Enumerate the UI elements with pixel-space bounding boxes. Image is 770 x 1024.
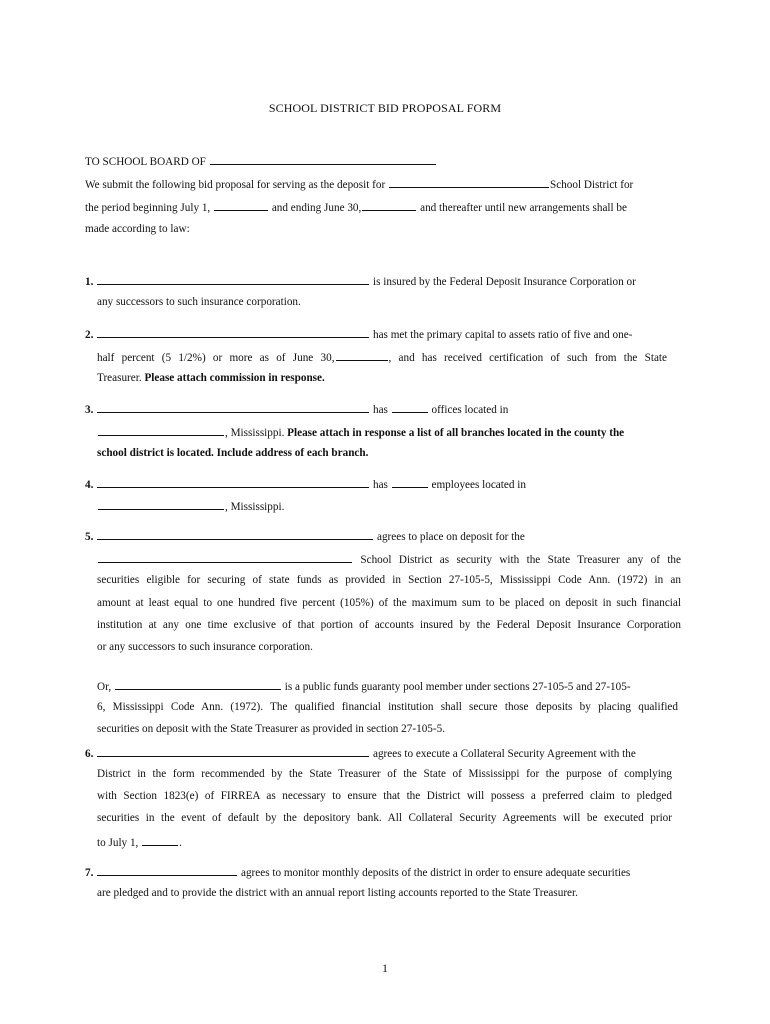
section-7-line-1 xyxy=(85,864,630,880)
section-text: half percent (5 1/2%) or more as of June 30, xyxy=(97,352,335,364)
intro-text: the period beginning July 1, xyxy=(85,202,211,214)
section-6-line-2: District in the form recommended by the State Treasurer of the State of Mississippi for the purpose of complying xyxy=(97,768,672,780)
section-number: 1. xyxy=(85,276,94,288)
intro-line-1 xyxy=(85,176,633,192)
section-5-line-2 xyxy=(97,551,681,567)
employees-count-blank[interactable] xyxy=(392,476,428,488)
intro-line-2 xyxy=(85,199,627,215)
page-title: SCHOOL DISTRICT BID PROPOSAL FORM xyxy=(268,101,502,115)
attach-branches-instruction-cont: school district is located. Include address of each branch. xyxy=(97,447,369,459)
section-text: Treasurer. xyxy=(97,372,142,384)
attach-branches-instruction: Please attach in response a list of all branches located in the county the xyxy=(287,427,625,439)
section-text: offices located in xyxy=(431,404,509,416)
section-text: has met the primary capital to assets ratio of five and one- xyxy=(372,329,633,341)
deposit-district-blank[interactable] xyxy=(389,176,549,188)
section-text: to July 1, xyxy=(97,837,139,849)
institution-name-blank[interactable] xyxy=(97,273,369,285)
section-2-line-2 xyxy=(97,349,667,365)
section-number: 5. xyxy=(85,531,94,543)
section-5-line-5: institution at any one time exclusive of that portion of accounts insured by the Federal Deposit Insurance Corporation xyxy=(97,619,681,631)
county-blank[interactable] xyxy=(98,424,224,436)
institution-name-blank[interactable] xyxy=(97,864,237,876)
intro-line-3: made according to law: xyxy=(85,223,190,235)
section-text: , Mississippi. xyxy=(225,427,285,439)
section-text: is a public funds guaranty pool member under sections 27-105-5 and 27-105- xyxy=(284,681,631,693)
july-year-blank[interactable] xyxy=(142,834,178,846)
section-text: , and has received certification of such from the State xyxy=(388,352,667,364)
institution-name-blank[interactable] xyxy=(97,745,369,757)
section-number: 4. xyxy=(85,479,94,491)
end-year-blank[interactable] xyxy=(362,199,416,211)
institution-name-blank[interactable] xyxy=(97,528,373,540)
begin-year-blank[interactable] xyxy=(214,199,268,211)
section-5-or-line-3: securities on deposit with the State Treasurer as provided in section 27-105-5. xyxy=(97,723,445,735)
section-5-or-line-1 xyxy=(97,678,631,694)
section-6-line-1 xyxy=(85,745,636,761)
section-5-line-1 xyxy=(85,528,525,544)
section-6-line-4: securities in the event of default by the depository bank. All Collateral Security Agreements will be executed prior xyxy=(97,812,672,824)
section-1-line-2: any successors to such insurance corporation. xyxy=(97,296,301,308)
june-year-blank[interactable] xyxy=(336,349,388,361)
institution-name-blank[interactable] xyxy=(97,401,369,413)
section-text: , Mississippi. xyxy=(225,501,285,513)
institution-name-blank[interactable] xyxy=(97,476,369,488)
school-district-blank[interactable] xyxy=(98,551,352,563)
intro-text: and ending June 30, xyxy=(271,202,362,214)
section-3-line-3 xyxy=(97,446,368,460)
section-2-line-1 xyxy=(85,326,632,342)
school-board-blank[interactable] xyxy=(210,153,436,165)
section-1-line-1 xyxy=(85,273,636,289)
offices-count-blank[interactable] xyxy=(392,401,428,413)
section-6-line-5 xyxy=(97,834,182,850)
section-3-line-2 xyxy=(97,424,624,440)
county-blank[interactable] xyxy=(98,498,224,510)
section-text: Or, xyxy=(97,681,112,693)
section-7-line-2: are pledged and to provide the district with an annual report listing accounts reported to the State Treasurer. xyxy=(97,887,578,899)
section-text: agrees to execute a Collateral Security Agreement with the xyxy=(372,748,636,760)
page-number: 1 xyxy=(382,961,388,975)
institution-name-blank[interactable] xyxy=(97,326,369,338)
section-5-line-4: amount at least equal to one hundred five percent (105%) of the maximum sum to be placed on deposit in such financial xyxy=(97,597,681,609)
section-text: agrees to monitor monthly deposits of the district in order to ensure adequate securities xyxy=(240,867,631,879)
section-2-line-3 xyxy=(97,371,325,385)
section-text: agrees to place on deposit for the xyxy=(376,531,525,543)
section-4-line-2 xyxy=(97,498,284,514)
to-school-board-line xyxy=(85,153,437,169)
pool-member-blank[interactable] xyxy=(115,678,281,690)
section-text: employees located in xyxy=(431,479,526,491)
intro-text: and thereafter until new arrangements shall be xyxy=(420,202,627,214)
section-4-line-1 xyxy=(85,476,526,492)
section-text: has xyxy=(372,479,388,491)
intro-text: School District for xyxy=(549,179,634,191)
section-number: 2. xyxy=(85,329,94,341)
attach-commission-instruction: Please attach commission in response. xyxy=(144,372,325,384)
section-3-line-1 xyxy=(85,401,508,417)
section-number: 6. xyxy=(85,748,94,760)
section-text: is insured by the Federal Deposit Insurance Corporation or xyxy=(372,276,636,288)
to-school-board-label: TO SCHOOL BOARD OF xyxy=(85,156,206,168)
section-number: 3. xyxy=(85,404,94,416)
section-5-line-6: or any successors to such insurance corporation. xyxy=(97,641,313,653)
section-text: School District as security with the State Treasurer any of the xyxy=(360,554,681,566)
section-text: has xyxy=(372,404,388,416)
section-6-line-3: with Section 1823(e) of FIRREA as necessary to ensure that the District will possess a preferred claim to pledged xyxy=(97,790,672,802)
intro-text: We submit the following bid proposal for serving as the deposit for xyxy=(85,179,386,191)
section-5-or-line-2: 6, Mississippi Code Ann. (1972). The qualified financial institution shall secure those deposits by placing qualified xyxy=(97,701,678,713)
section-number: 7. xyxy=(85,867,94,879)
section-5-line-3: securities eligible for securing of state funds as provided in Section 27-105-5, Mississippi Code Ann. (1972) in an xyxy=(97,574,681,586)
section-text: . xyxy=(179,837,182,849)
